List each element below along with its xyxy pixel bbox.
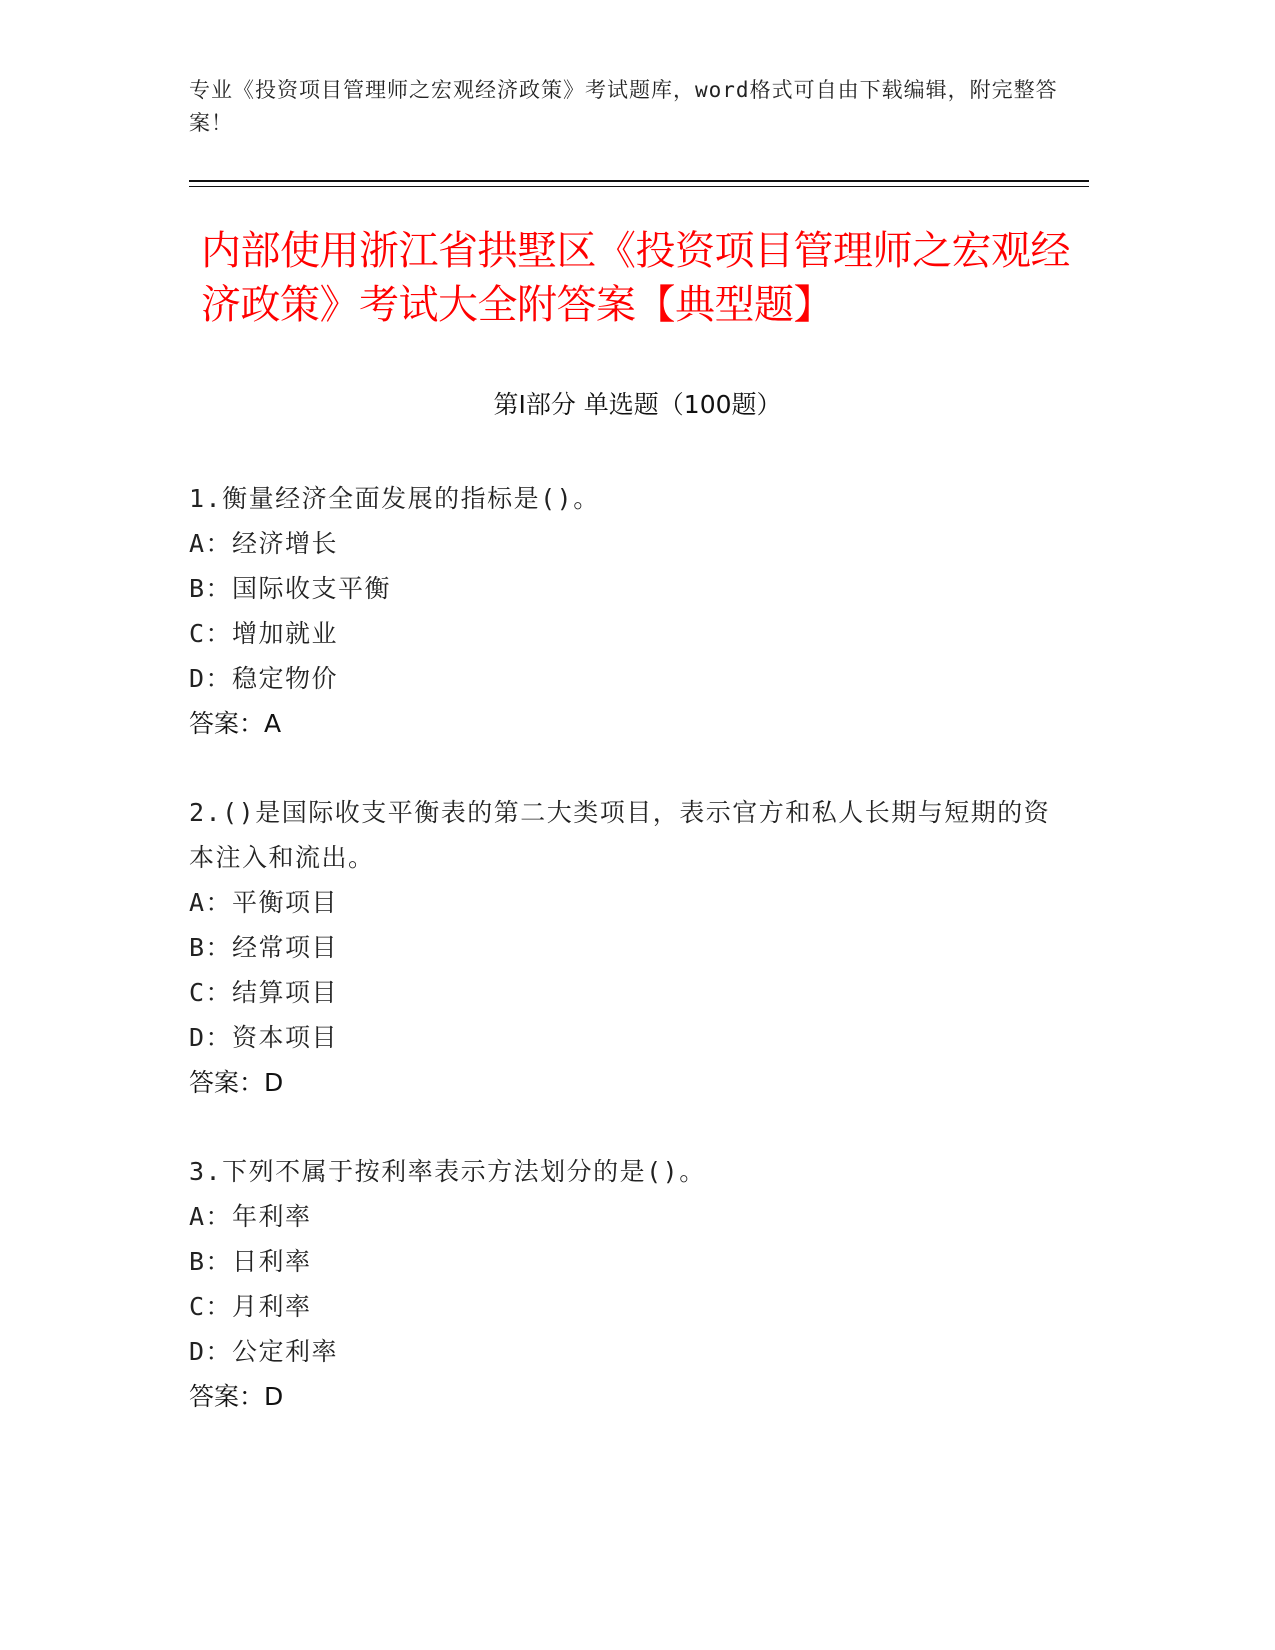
question-list	[189, 476, 1069, 1463]
option-d: D：稳定物价	[189, 664, 339, 693]
header-rule-thick	[189, 180, 1089, 182]
question-stem: 3.下列不属于按利率表示方法划分的是()。	[189, 1157, 706, 1186]
header-note: 专业《投资项目管理师之宏观经济政策》考试题库，word格式可自由下载编辑，附完整答案！	[189, 78, 1058, 135]
option-a: A：经济增长	[189, 529, 339, 558]
header-rule-thin	[189, 186, 1089, 187]
answer: 答案：A	[189, 709, 282, 738]
option-b: B：国际收支平衡	[189, 574, 392, 603]
option-d: D：公定利率	[189, 1337, 339, 1366]
option-b: B：经常项目	[189, 933, 339, 962]
question-stem: 1.衡量经济全面发展的指标是()。	[189, 484, 600, 513]
section-heading: 第Ⅰ部分 单选题（100题）	[493, 390, 782, 419]
document-title: 内部使用浙江省拱墅区《投资项目管理师之宏观经济政策》考试大全附答案【典型题】	[201, 228, 1070, 328]
question-3	[189, 1149, 1069, 1419]
option-a: A：年利率	[189, 1202, 312, 1231]
option-c: C：结算项目	[189, 978, 339, 1007]
option-d: D：资本项目	[189, 1023, 339, 1052]
answer: 答案：D	[189, 1382, 284, 1411]
question-2	[189, 790, 1069, 1105]
option-c: C：增加就业	[189, 619, 339, 648]
option-a: A：平衡项目	[189, 888, 339, 917]
option-c: C：月利率	[189, 1292, 312, 1321]
option-b: B：日利率	[189, 1247, 312, 1276]
question-stem: 2.()是国际收支平衡表的第二大类项目，表示官方和私人长期与短期的资本注入和流出。	[189, 798, 1051, 872]
question-1	[189, 476, 1069, 746]
answer: 答案：D	[189, 1068, 284, 1097]
